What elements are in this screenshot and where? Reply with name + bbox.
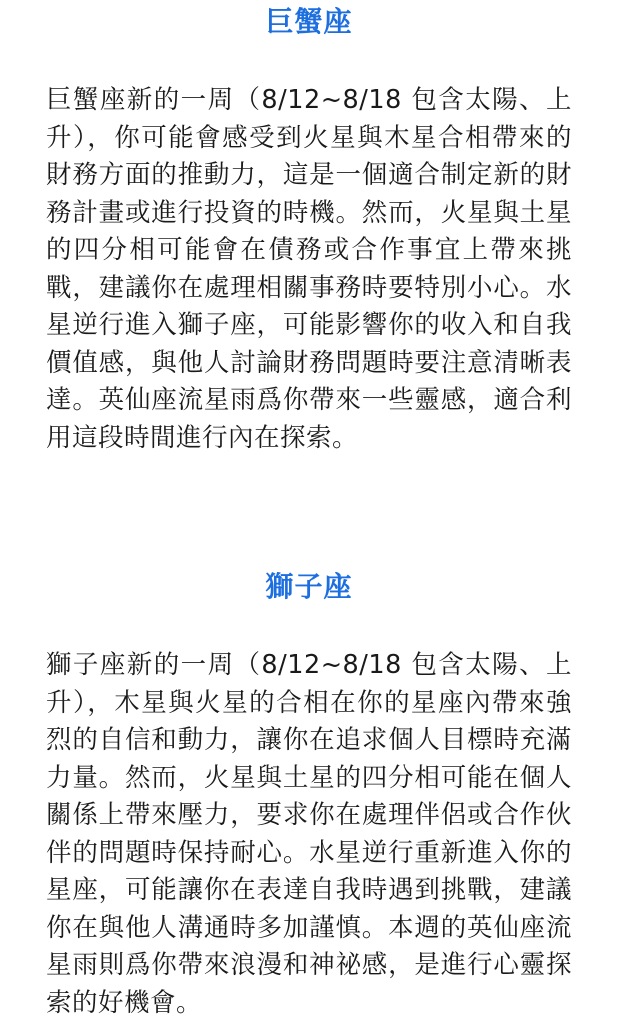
section-body-leo: 獅子座新的一周（8/12~8/18 包含太陽、上升），木星與火星的合相在你的星座內帶來強烈的自信和動力，讓你在追求個人目標時充滿力量。然而，火星與土星的四分相可能在個人關係上帶來壓力，要求你在處理伴侶或合作伙伴的問題時保持耐心。水星逆行重新進入你的星座，可能讓你在表達自我時遇到挑戰，建議你在與他人溝通時多加謹慎。本週的英仙座流星雨則爲你帶來浪漫和神祕感，是進行心靈探索的好機會。 [46, 650, 572, 1018]
section-title-cancer: 巨蟹座 [265, 5, 353, 38]
section-leo [0, 565, 618, 1022]
section-body-cancer: 巨蟹座新的一周（8/12~8/18 包含太陽、上升），你可能會感受到火星與木星合相帶來的財務方面的推動力，這是一個適合制定新的財務計畫或進行投資的時機。然而，火星與土星的四分相可能會在債務或合作事宜上帶來挑戰，建議你在處理相關事務時要特別小心。水星逆行進入獅子座，可能影響你的收入和自我價值感，與他人討論財務問題時要注意清晰表達。英仙座流星雨爲你帶來一些靈感，適合利用這段時間進行內在探索。 [46, 85, 572, 453]
section-cancer [0, 0, 618, 457]
section-title-leo: 獅子座 [265, 570, 353, 603]
